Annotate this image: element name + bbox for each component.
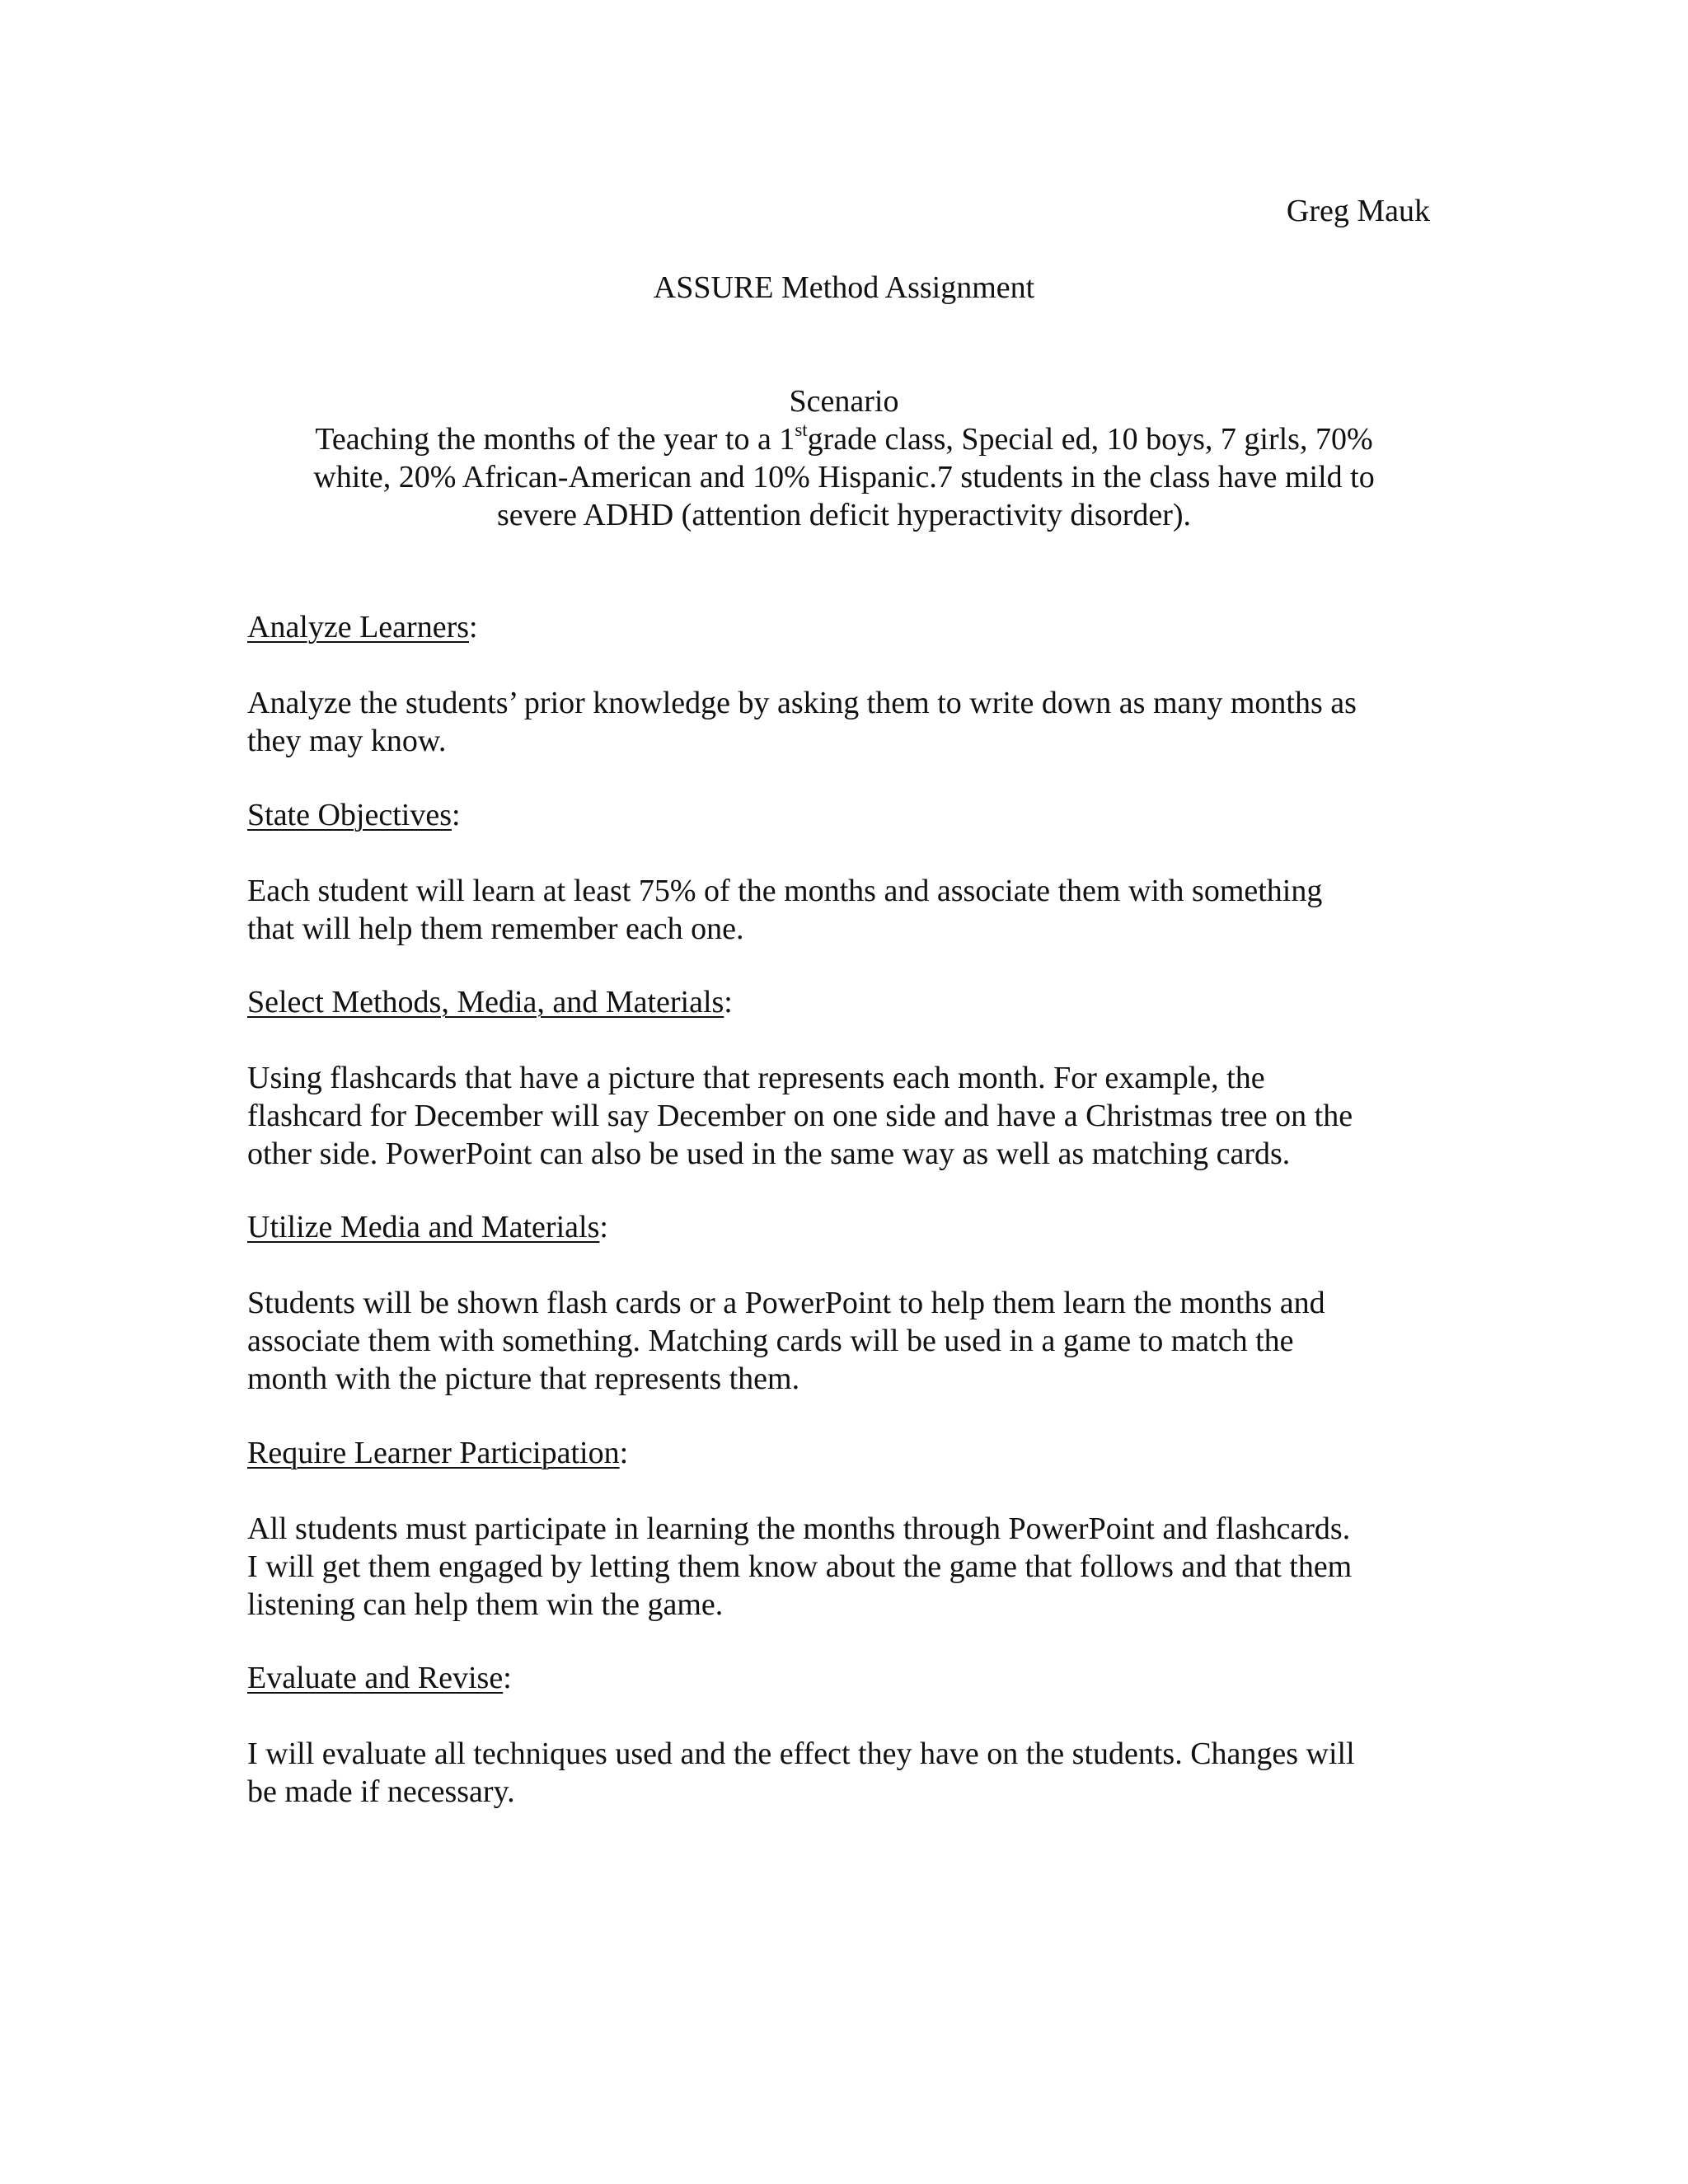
section-heading-label: Analyze Learners: [247, 610, 470, 644]
author-name: Greg Mauk: [1286, 194, 1430, 228]
scenario-line-3: severe ADHD (attention deficit hyperactivity disorder).: [496, 498, 1192, 532]
section-heading-label: Utilize Media and Materials: [247, 1210, 600, 1244]
section-line: Each student will learn at least 75% of the months and associate them with something: [247, 874, 1323, 908]
scenario-line-1: [0, 420, 1688, 458]
section-heading-evaluate-revise: Evaluate and Revise:: [247, 1661, 512, 1695]
section-line: be made if necessary.: [247, 1774, 515, 1809]
section-line: Analyze the students’ prior knowledge by asking them to write down as many months as: [247, 686, 1357, 720]
section-line: I will evaluate all techniques used and the effect they have on the students. Changes will: [247, 1736, 1355, 1771]
section-heading-label: Select Methods, Media, and Materials: [247, 985, 724, 1019]
section-line: All students must participate in learning the months through PowerPoint and flashcards.: [247, 1511, 1351, 1546]
section-heading-select-methods: Select Methods, Media, and Materials:: [247, 985, 733, 1019]
scenario-block: [0, 382, 1688, 534]
section-line: associate them with something. Matching cards will be used in a game to match the: [247, 1324, 1294, 1358]
section-line: I will get them engaged by letting them know about the game that follows and that them: [247, 1549, 1353, 1584]
section-heading-utilize-media: Utilize Media and Materials:: [247, 1210, 608, 1244]
section-heading-state-objectives: State Objectives:: [247, 798, 461, 832]
section-heading-label: Require Learner Participation: [247, 1436, 620, 1470]
scenario-ordinal-suffix: st: [795, 419, 808, 441]
section-heading-require-participation: Require Learner Participation:: [247, 1436, 629, 1470]
section-body-select-methods: [247, 1059, 1451, 1173]
section-body-evaluate-revise: [247, 1735, 1451, 1811]
section-line: listening can help them win the game.: [247, 1587, 724, 1622]
section-body-analyze-learners: [247, 684, 1451, 760]
section-body-require-participation: [247, 1510, 1451, 1624]
scenario-line-1-post: grade class, Special ed, 10 boys, 7 girls, 70%: [807, 422, 1373, 457]
section-line: other side. PowerPoint can also be used in the same way as well as matching cards.: [247, 1137, 1291, 1171]
section-line: month with the picture that represents them.: [247, 1361, 800, 1396]
section-heading-label: State Objectives: [247, 798, 452, 832]
section-line: flashcard for December will say December on one side and have a Christmas tree on the: [247, 1099, 1353, 1133]
scenario-heading: Scenario: [789, 384, 899, 419]
section-body-state-objectives: [247, 872, 1451, 948]
section-line: Using flashcards that have a picture that represents each month. For example, the: [247, 1061, 1265, 1095]
document-title: ASSURE Method Assignment: [653, 270, 1035, 305]
section-line: they may know.: [247, 724, 447, 758]
scenario-line-2: white, 20% African-American and 10% Hispanic.7 students in the class have mild to: [313, 460, 1375, 494]
section-heading-label: Evaluate and Revise: [247, 1661, 504, 1695]
section-heading-analyze-learners: Analyze Learners:: [247, 610, 478, 644]
section-body-utilize-media: [247, 1284, 1451, 1398]
section-line: that will help them remember each one.: [247, 912, 744, 946]
scenario-line-1-pre: Teaching the months of the year to a 1: [315, 422, 795, 457]
section-line: Students will be shown flash cards or a PowerPoint to help them learn the months and: [247, 1286, 1325, 1320]
